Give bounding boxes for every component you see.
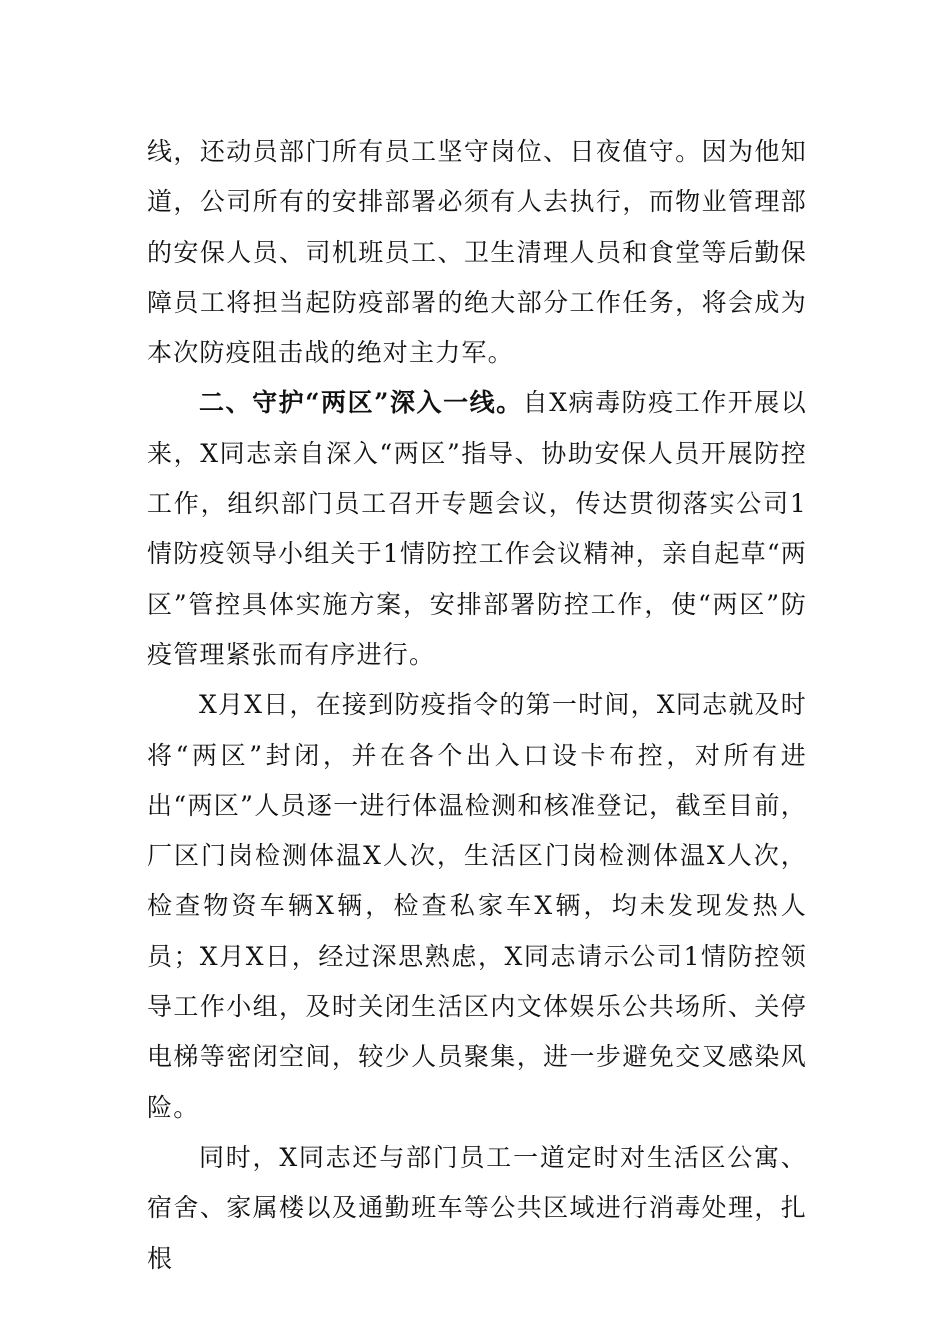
paragraph-3 bbox=[147, 680, 807, 1133]
paragraph-1-text: 线，还动员部门所有员工坚守岗位、日夜值守。因为他知道，公司所有的安排部署必须有人去执行，而物业管理部的安保人员、司机班员工、卫生清理人员和食堂等后勤保障员工将担当起防疫部署的绝大部分工作任务，将会成为本次防疫阻击战的绝对主力军。 bbox=[147, 137, 807, 368]
section-heading-two-zones: 二、守护“两区”深入一线。 bbox=[199, 388, 523, 418]
document-body bbox=[147, 127, 807, 1284]
paragraph-2 bbox=[147, 378, 807, 680]
paragraph-4 bbox=[147, 1133, 807, 1284]
paragraph-2-text: 自X病毒防疫工作开展以来，X同志亲自深入“两区”指导、协助安保人员开展防控工作，组织部门员工召开专题会议，传达贯彻落实公司1情防疫领导小组关于1情防控工作会议精神，亲自起草“两区”管控具体实施方案，安排部署防控工作，使“两区”防疫管理紧张而有序进行。 bbox=[147, 388, 807, 669]
paragraph-1 bbox=[147, 127, 807, 378]
paragraph-3-text: X月X日，在接到防疫指令的第一时间，X同志就及时将“两区”封闭，并在各个出入口设卡布控，对所有进出“两区”人员逐一进行体温检测和核准登记，截至目前，厂区门岗检测体温X人次，生活区门岗检测体温X人次，检查物资车辆X辆，检查私家车X辆，均未发现发热人员；X月X日，经过深思熟虑，X同志请示公司1情防控领导工作小组，及时关闭生活区内文体娱乐公共场所、关停电梯等密闭空间，较少人员聚集，进一步避免交叉感染风险。 bbox=[147, 690, 807, 1122]
paragraph-4-text: 同时，X同志还与部门员工一道定时对生活区公寓、宿舍、家属楼以及通勤班车等公共区域进行消毒处理，扎根 bbox=[147, 1142, 807, 1273]
